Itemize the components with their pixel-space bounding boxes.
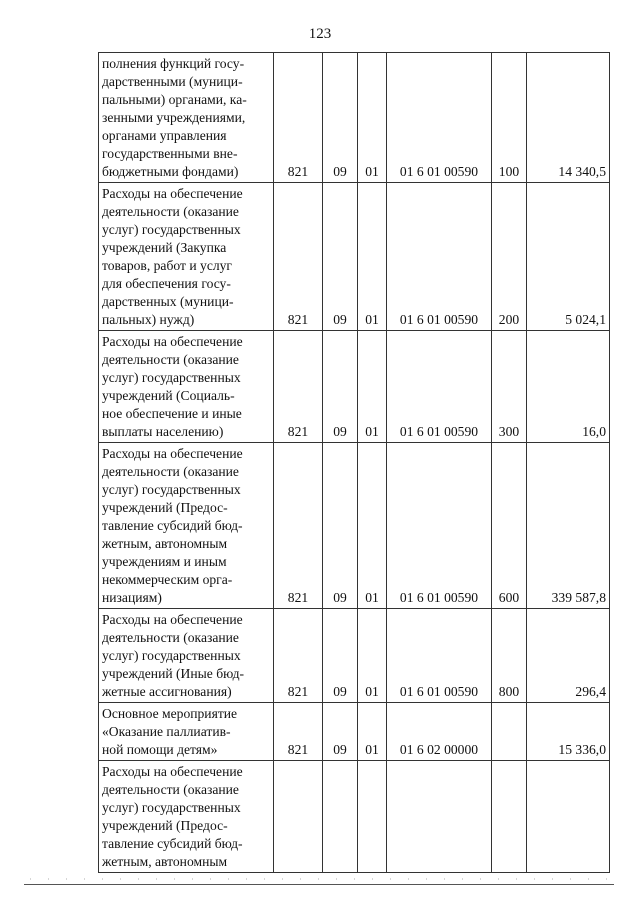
row-section-text: 09 — [333, 312, 347, 327]
page-bottom-rule — [24, 884, 614, 885]
row-subsection-text: 01 — [365, 590, 379, 605]
row-name-cell — [99, 53, 274, 183]
row-target-article-cell — [387, 703, 492, 761]
row-name-cell — [99, 761, 274, 873]
row-grbs-text: 821 — [287, 164, 309, 179]
row-target-article-text: 01 6 01 00590 — [399, 684, 479, 699]
row-amount-cell — [527, 703, 610, 761]
table-row — [99, 183, 610, 331]
row-grbs-cell — [274, 331, 323, 443]
row-name-text: полнения функций госу- дарственными (муници- пальными) органами, ка- зенными учреждениями, органами управления государственными вне- бюджетными фондами) — [102, 56, 247, 179]
row-subsection-cell — [358, 443, 387, 609]
row-section-cell — [323, 609, 358, 703]
row-grbs-text: 821 — [287, 742, 309, 757]
budget-table-body — [99, 53, 610, 873]
row-grbs-text: 821 — [287, 312, 309, 327]
row-subsection-cell — [358, 761, 387, 873]
row-subsection-cell — [358, 331, 387, 443]
row-amount-text: 339 587,8 — [551, 590, 606, 605]
row-expense-type-cell — [492, 609, 527, 703]
table-row — [99, 761, 610, 873]
row-target-article-cell — [387, 761, 492, 873]
row-subsection-text: 01 — [365, 424, 379, 439]
row-section-text: 09 — [333, 590, 347, 605]
row-grbs-text: 821 — [287, 684, 309, 699]
row-section-text: 09 — [333, 164, 347, 179]
row-expense-type-cell — [492, 183, 527, 331]
row-name-text: Основное мероприятие «Оказание паллиатив- ной помощи детям» — [102, 706, 238, 757]
budget-table — [98, 52, 610, 873]
row-target-article-text: 01 6 01 00590 — [399, 312, 479, 327]
row-target-article-cell — [387, 443, 492, 609]
row-section-cell — [323, 53, 358, 183]
row-amount-cell — [527, 53, 610, 183]
row-subsection-text: 01 — [365, 684, 379, 699]
row-section-cell — [323, 761, 358, 873]
row-amount-text: 296,4 — [575, 684, 606, 699]
row-target-article-cell — [387, 331, 492, 443]
table-row — [99, 609, 610, 703]
scan-artifact — [30, 878, 610, 880]
row-name-text: Расходы на обеспечение деятельности (оказание услуг) государственных учреждений (Иные бюд- жетные ассигнования) — [102, 612, 245, 699]
row-target-article-cell — [387, 609, 492, 703]
row-grbs-cell — [274, 609, 323, 703]
row-expense-type-text: 100 — [498, 164, 520, 179]
row-grbs-cell — [274, 183, 323, 331]
row-name-text: Расходы на обеспечение деятельности (оказание услуг) государственных учреждений (Социаль- ное обеспечение и иные выплаты населению) — [102, 334, 243, 439]
row-subsection-cell — [358, 609, 387, 703]
row-amount-text: 15 336,0 — [558, 742, 606, 757]
row-amount-cell — [527, 443, 610, 609]
row-expense-type-cell — [492, 703, 527, 761]
row-target-article-text: 01 6 01 00590 — [399, 424, 479, 439]
row-expense-type-text: 800 — [498, 684, 520, 699]
page-number: 123 — [308, 26, 332, 42]
row-amount-cell — [527, 183, 610, 331]
row-section-cell — [323, 183, 358, 331]
row-section-cell — [323, 443, 358, 609]
row-section-cell — [323, 331, 358, 443]
row-amount-text: 16,0 — [582, 424, 606, 439]
row-grbs-cell — [274, 703, 323, 761]
row-subsection-cell — [358, 53, 387, 183]
row-amount-cell — [527, 331, 610, 443]
row-expense-type-cell — [492, 761, 527, 873]
row-name-cell — [99, 183, 274, 331]
row-section-text: 09 — [333, 684, 347, 699]
row-name-cell — [99, 331, 274, 443]
row-amount-cell — [527, 609, 610, 703]
row-subsection-text: 01 — [365, 742, 379, 757]
row-amount-text: 5 024,1 — [565, 312, 606, 327]
row-expense-type-text: 600 — [498, 590, 520, 605]
row-target-article-cell — [387, 183, 492, 331]
row-name-text: Расходы на обеспечение деятельности (оказание услуг) государственных учреждений (Предос- тавление субсидий бюд- жетным, автономным — [102, 764, 243, 869]
row-expense-type-text: 200 — [498, 312, 520, 327]
row-section-text: 09 — [333, 424, 347, 439]
row-grbs-text: 821 — [287, 590, 309, 605]
row-expense-type-text: 300 — [498, 424, 520, 439]
row-name-text: Расходы на обеспечение деятельности (оказание услуг) государственных учреждений (Закупка товаров, работ и услуг для обеспечения госу- дарственных (муници- пальных) нужд) — [102, 186, 243, 327]
row-grbs-cell — [274, 761, 323, 873]
row-amount-text: 14 340,5 — [558, 164, 606, 179]
row-name-text: Расходы на обеспечение деятельности (оказание услуг) государственных учреждений (Предос- тавление субсидий бюд- жетным, автономным учреждениям и иным некоммерческим орга- низациям) — [102, 446, 243, 605]
row-section-cell — [323, 703, 358, 761]
row-target-article-text: 01 6 01 00590 — [399, 164, 479, 179]
row-amount-cell — [527, 761, 610, 873]
row-name-cell — [99, 609, 274, 703]
row-grbs-text: 821 — [287, 424, 309, 439]
row-subsection-cell — [358, 183, 387, 331]
row-grbs-cell — [274, 443, 323, 609]
row-subsection-text: 01 — [365, 164, 379, 179]
row-target-article-cell — [387, 53, 492, 183]
row-subsection-cell — [358, 703, 387, 761]
row-target-article-text: 01 6 01 00590 — [399, 590, 479, 605]
table-row — [99, 53, 610, 183]
table-row — [99, 331, 610, 443]
table-row — [99, 443, 610, 609]
table-row — [99, 703, 610, 761]
row-target-article-text: 01 6 02 00000 — [399, 742, 479, 757]
row-name-cell — [99, 703, 274, 761]
row-name-cell — [99, 443, 274, 609]
row-subsection-text: 01 — [365, 312, 379, 327]
row-expense-type-cell — [492, 331, 527, 443]
row-expense-type-cell — [492, 53, 527, 183]
row-grbs-cell — [274, 53, 323, 183]
row-expense-type-cell — [492, 443, 527, 609]
row-section-text: 09 — [333, 742, 347, 757]
